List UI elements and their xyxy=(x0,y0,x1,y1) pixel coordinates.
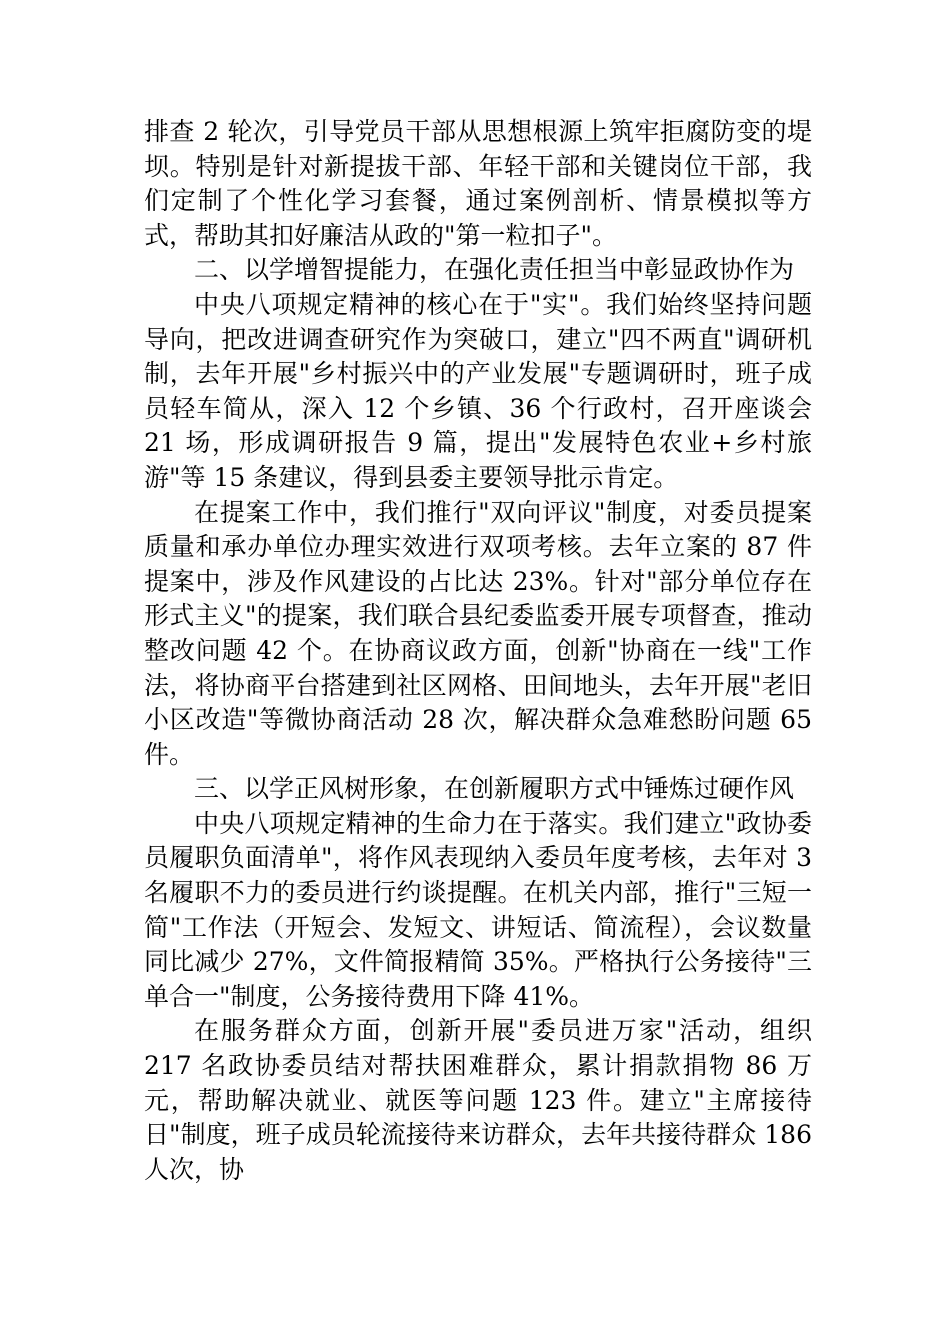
paragraph-serving-public: 在服务群众方面，创新开展"委员进万家"活动，组织 217 名政协委员结对帮扶困难群众，累计捐款捐物 86 万元，帮助解决就业、就医等问题 123 件。建立"主席接待日"制度，班子成员轮流接待来访群众，去年共接待群众 186 人次，协 xyxy=(144,1016,812,1184)
paragraph-implementation: 中央八项规定精神的生命力在于落实。我们建立"政协委员履职负面清单"，将作风表现纳入委员年度考核，去年对 3 名履职不力的委员进行约谈提醒。在机关内部，推行"三短一简"工作法（开短会、发短文、讲短话、简流程），会议数量同比减少 27%，文件简报精简 35%。严格执行公务接待"三单合一"制度，公务接待费用下降 41%。 xyxy=(144,808,812,1011)
paragraph-proposals: 在提案工作中，我们推行"双向评议"制度，对委员提案质量和承办单位办理实效进行双项考核。去年立案的 87 件提案中，涉及作风建设的占比达 23%。针对"部分单位存在形式主义"的提案，我们联合县纪委监委开展专项督查，推动整改问题 42 个。在协商议政方面，创新"协商在一线"工作法，将协商平台搭建到社区网格、田间地头，去年开展"老旧小区改造"等微协商活动 28 次，解决群众急难愁盼问题 65 件。 xyxy=(144,497,812,769)
section-heading-2: 二、以学增智提能力，在强化责任担当中彰显政协作为 xyxy=(194,255,795,285)
document-body xyxy=(144,115,812,1187)
section-heading-3: 三、以学正风树形象，在创新履职方式中锤炼过硬作风 xyxy=(194,774,795,804)
paragraph-continuation: 排查 2 轮次，引导党员干部从思想根源上筑牢拒腐防变的堤坝。特别是针对新提拔干部、年轻干部和关键岗位干部，我们定制了个性化学习套餐，通过案例剖析、情景模拟等方式，帮助其扣好廉洁从政的"第一粒扣子"。 xyxy=(144,117,812,250)
paragraph-research: 中央八项规定精神的核心在于"实"。我们始终坚持问题导向，把改进调查研究作为突破口，建立"四不两直"调研机制，去年开展"乡村振兴中的产业发展"专题调研时，班子成员轻车简从，深入 12 个乡镇、36 个行政村，召开座谈会 21 场，形成调研报告 9 篇，提出"发展特色农业+乡村旅游"等 15 条建议，得到县委主要领导批示肯定。 xyxy=(144,289,812,492)
